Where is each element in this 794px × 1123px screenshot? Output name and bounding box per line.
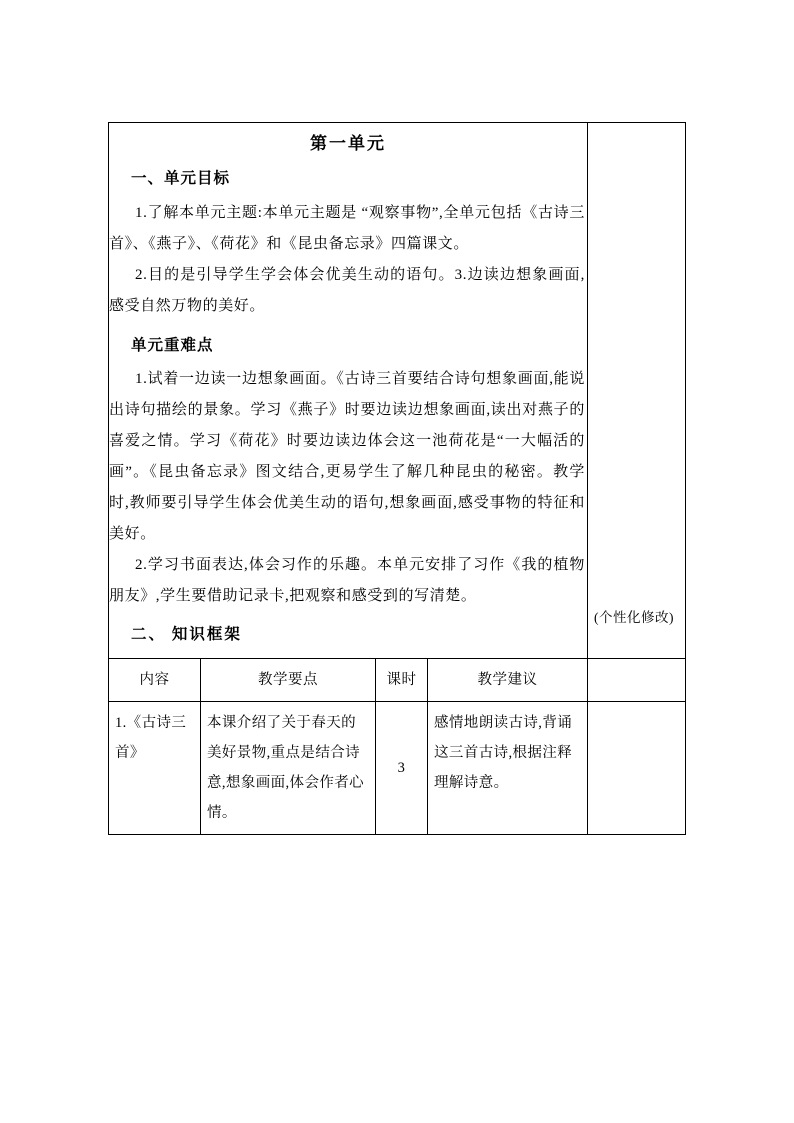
key-points-paragraph-1: 1.试着一边读一边想象画面。《古诗三首要结合诗句想象画面,能说出诗句描绘的景象。学习《燕子》时要边读边想象画面,读出对燕子的喜爱之情。学习《荷花》时要边读边体会这一池荷花是“一大幅活的画”。《昆虫备忘录》图文结合,更易学生了解几种昆虫的秘密。教学时,教师要引导学生体会优美生动的语句,想象画面,感受事物的特征和美好。 <box>109 371 586 542</box>
row-points-cell <box>201 702 376 835</box>
column-header-teaching-points: 教学要点 <box>201 659 376 702</box>
personalized-note-text: (个性化修改) <box>594 610 675 625</box>
personalized-note-cell <box>588 123 686 659</box>
row-content-cell <box>109 702 201 835</box>
row-hours-cell <box>376 702 428 835</box>
row-hours-text: 3 <box>397 760 406 776</box>
objectives-paragraph-2: 2.目的是引导学生学会体会优美生动的语句。3.边读边想象画面,感受自然万物的美好。 <box>109 267 586 314</box>
row-advice-cell <box>428 702 588 835</box>
section-heading-key-points: 单元重难点 <box>131 337 214 354</box>
table-row <box>109 702 686 835</box>
row-blank-cell <box>588 702 686 835</box>
objectives-paragraph-1: 1.了解本单元主题:本单元主题是 “观察事物”,全单元包括《古诗三首》、《燕子》、《荷花》和《昆虫备忘录》四篇课文。 <box>109 205 586 252</box>
row-advice-text: 感情地朗读古诗,背诵这三首古诗,根据注释理解诗意。 <box>434 715 573 791</box>
section-heading-framework: 二、 知识框架 <box>131 626 242 643</box>
column-header-content: 内容 <box>109 659 201 702</box>
key-points-paragraph-2: 2.学习书面表达,体会习作的乐趣。本单元安排了习作《我的植物朋友》,学生要借助记录卡,把观察和感受到的写清楚。 <box>109 557 586 604</box>
row-points-text: 本课介绍了关于春天的美好景物,重点是结合诗意,想象画面,体会作者心情。 <box>207 715 365 821</box>
section-heading-objectives: 一、单元目标 <box>131 170 231 187</box>
column-header-teaching-advice: 教学建议 <box>428 659 588 702</box>
lesson-plan-table <box>108 122 686 835</box>
unit-overview-cell <box>109 123 588 659</box>
overview-row <box>109 123 686 659</box>
page-title: 第一单元 <box>310 134 386 153</box>
knowledge-table-header-row <box>109 659 686 702</box>
column-header-blank <box>588 659 686 702</box>
column-header-class-hours: 课时 <box>376 659 428 702</box>
row-content-text: 1.《古诗三首》 <box>115 715 187 761</box>
